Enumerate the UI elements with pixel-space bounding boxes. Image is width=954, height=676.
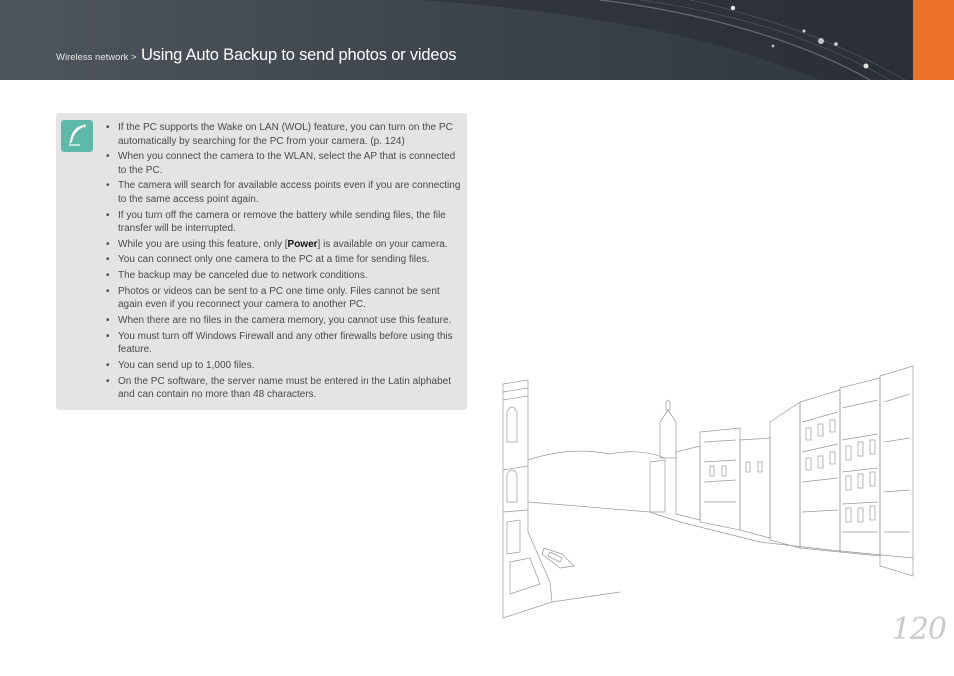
power-button-label: Power bbox=[287, 238, 318, 250]
note-item: • While you are using this feature, only [Power] is available on your camera. bbox=[106, 238, 462, 252]
note-item: • On the PC software, the server name must be entered in the Latin alphabet and can contain no more than 48 characters. bbox=[106, 375, 462, 402]
note-item: • If the PC supports the Wake on LAN (WOL) feature, you can turn on the PC automatically by searching for the PC from your camera. (p. 124) bbox=[106, 121, 462, 148]
page-header bbox=[0, 0, 954, 80]
header-accent-bar bbox=[913, 0, 954, 80]
note-item: • The backup may be canceled due to network conditions. bbox=[106, 269, 462, 283]
note-item: • Photos or videos can be sent to a PC one time only. Files cannot be sent again even if you reconnect your camera to another PC. bbox=[106, 285, 462, 312]
breadcrumb-section[interactable]: Wireless network > bbox=[56, 52, 137, 63]
note-item: • When there are no files in the camera memory, you cannot use this feature. bbox=[106, 314, 462, 328]
note-item: • When you connect the camera to the WLAN, select the AP that is connected to the PC. bbox=[106, 150, 462, 177]
breadcrumb bbox=[56, 46, 456, 65]
note-item: • If you turn off the camera or remove the battery while sending files, the file transfer will be interrupted. bbox=[106, 209, 462, 236]
note-item: • You can connect only one camera to the PC at a time for sending files. bbox=[106, 253, 462, 267]
pencil-note-icon bbox=[61, 120, 93, 152]
canal-city-illustration bbox=[500, 362, 916, 620]
note-item: • The camera will search for available access points even if you are connecting to the same access point again. bbox=[106, 179, 462, 206]
note-box bbox=[56, 113, 467, 410]
note-item: • You can send up to 1,000 files. bbox=[106, 359, 462, 373]
header-swoosh-graphic bbox=[0, 0, 954, 80]
page-title: Using Auto Backup to send photos or videos bbox=[140, 46, 457, 64]
note-list bbox=[106, 121, 462, 404]
page-number: 120 bbox=[891, 612, 946, 647]
note-item: • You must turn off Windows Firewall and any other firewalls before using this feature. bbox=[106, 330, 462, 357]
